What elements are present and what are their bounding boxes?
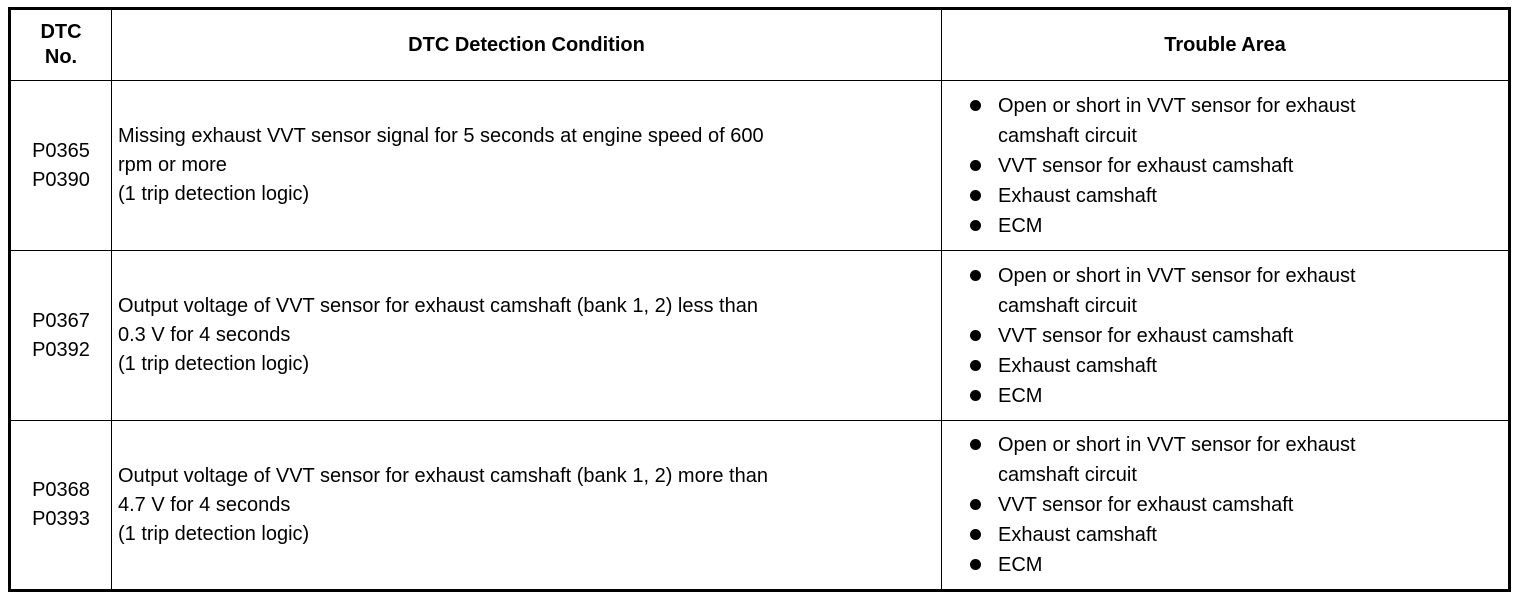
bullet-icon [970,499,981,510]
header-trouble-area: Trouble Area [942,9,1510,81]
trouble-area-cell [942,421,1510,591]
dtc-code-cell [10,421,112,591]
condition-line: (1 trip detection logic) [118,353,310,375]
header-dtc-no-line: No. [44,46,78,68]
table-row [10,421,1510,591]
trouble-area-cell [942,81,1510,251]
list-item [966,321,1504,351]
table-row [10,81,1510,251]
trouble-area-text: Exhaust camshaft [998,354,1157,377]
trouble-area-list [966,430,1504,580]
trouble-area-text: VVT sensor for exhaust camshaft [998,324,1294,347]
bullet-icon [970,270,981,281]
dtc-table [8,7,1511,592]
dtc-code: P0365 [32,139,90,162]
trouble-area-list [966,261,1504,411]
header-dtc-no-line: DTC [40,21,82,43]
trouble-area-text: VVT sensor for exhaust camshaft [998,494,1294,516]
list-item [966,520,1504,550]
bullet-icon [970,190,981,201]
trouble-area-text: camshaft circuit [998,124,1137,147]
trouble-area-text: Open or short in VVT sensor for exhaust [998,264,1356,287]
list-item [966,211,1504,241]
trouble-area-text: camshaft circuit [998,294,1137,317]
list-item [966,261,1504,321]
condition-line: Output voltage of VVT sensor for exhaust camshaft (bank 1, 2) less than [118,295,758,317]
dtc-code: P0392 [32,338,90,361]
header-dtc-no [10,9,112,81]
bullet-icon [970,439,981,450]
condition-line: 4.7 V for 4 seconds [118,493,291,516]
dtc-code-cell [10,251,112,421]
trouble-area-list [966,91,1504,241]
list-item [966,151,1504,181]
list-item [966,490,1504,520]
trouble-area-text: camshaft circuit [998,464,1137,486]
trouble-area-text: VVT sensor for exhaust camshaft [998,154,1294,177]
header-row [10,9,1510,81]
trouble-area-text: Exhaust camshaft [998,184,1157,207]
bullet-icon [970,529,981,540]
trouble-area-text: ECM [998,384,1043,407]
condition-line: (1 trip detection logic) [118,522,310,545]
trouble-area-text: Exhaust camshaft [998,524,1157,546]
list-item [966,550,1504,580]
bullet-icon [970,330,981,341]
list-item [966,91,1504,151]
condition-line: Missing exhaust VVT sensor signal for 5 seconds at engine speed of 600 [118,125,764,147]
bullet-icon [970,100,981,111]
table-row [10,251,1510,421]
trouble-area-text: Open or short in VVT sensor for exhaust [998,94,1356,117]
bullet-icon [970,559,981,570]
trouble-area-cell [942,251,1510,421]
list-item [966,181,1504,211]
condition-line: Output voltage of VVT sensor for exhaust camshaft (bank 1, 2) more than [118,464,768,487]
list-item [966,430,1504,490]
bullet-icon [970,390,981,401]
dtc-code: P0367 [32,309,90,332]
trouble-area-text: ECM [998,214,1043,237]
dtc-code: P0390 [32,168,90,191]
bullet-icon [970,220,981,231]
condition-line: 0.3 V for 4 seconds [118,324,291,346]
dtc-code-cell [10,81,112,251]
header-detection-condition: DTC Detection Condition [112,9,942,81]
list-item [966,381,1504,411]
trouble-area-text: Open or short in VVT sensor for exhaust [998,434,1356,456]
bullet-icon [970,360,981,371]
detection-condition-cell [112,421,942,591]
dtc-code: P0368 [32,479,90,501]
bullet-icon [970,160,981,171]
list-item [966,351,1504,381]
dtc-code: P0393 [32,508,90,530]
detection-condition-cell [112,251,942,421]
detection-condition-cell [112,81,942,251]
condition-line: (1 trip detection logic) [118,183,310,205]
trouble-area-text: ECM [998,554,1043,576]
condition-line: rpm or more [118,154,227,176]
